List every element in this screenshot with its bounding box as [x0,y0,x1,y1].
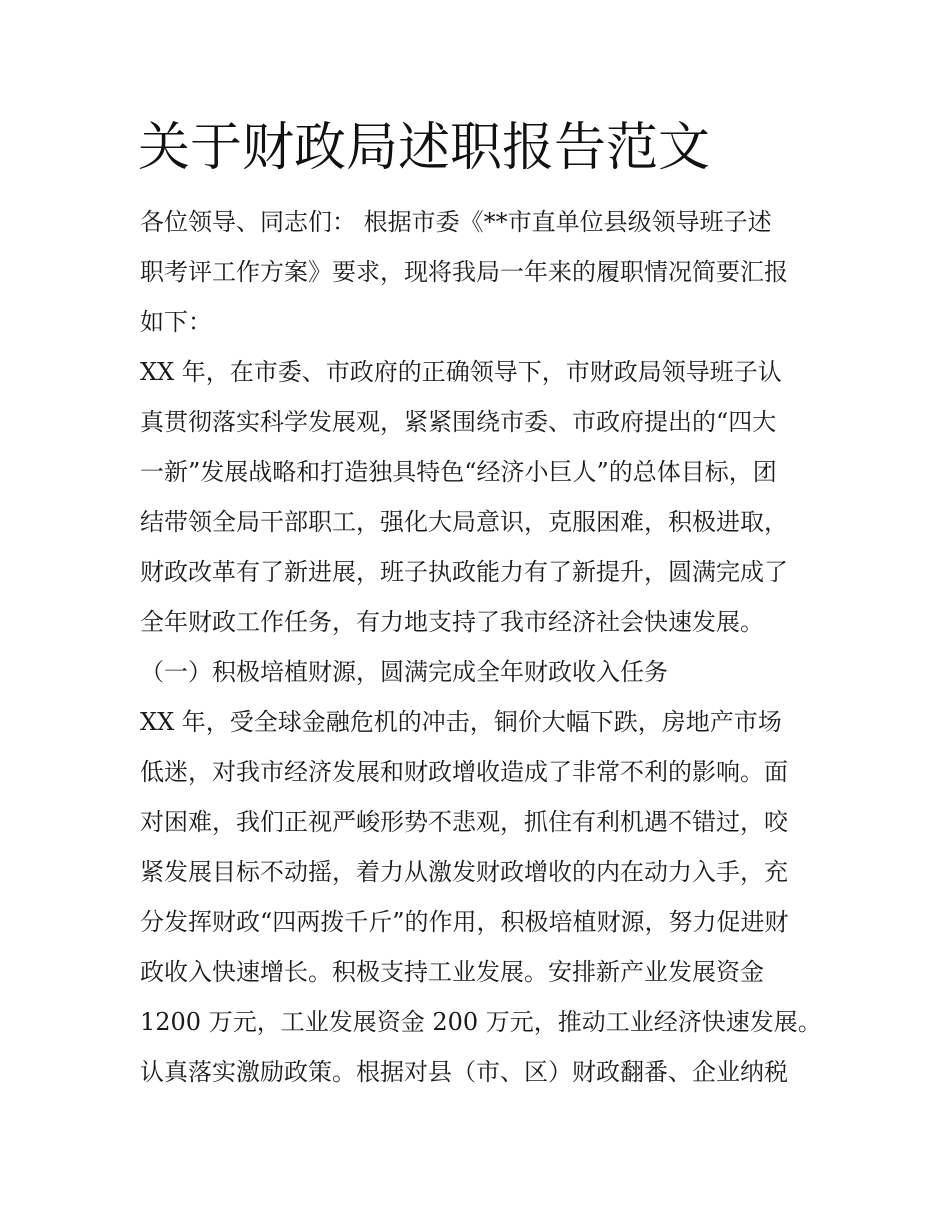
paragraph-line-17: 1200 万元，工业发展资金 200 万元，推动工业经济快速发展。 [140,1008,822,1036]
paragraph-line-3: 如下： [140,308,212,336]
paragraph-line-8: 财政改革有了新进展，班子执政能力有了新提升，圆满完成了 [140,558,788,586]
paragraph-line-7: 结带领全局干部职工，强化大局意识，克服困难，积极进取， [140,508,788,536]
paragraph-line-18: 认真落实激励政策。根据对县（市、区）财政翻番、企业纳税 [140,1058,788,1086]
section-heading: （一）积极培植财源，圆满完成全年财政收入任务 [140,658,668,686]
paragraph-line-2: 职考评工作方案》要求，现将我局一年来的履职情况简要汇报 [140,258,788,286]
paragraph-line-4: XX 年，在市委、市政府的正确领导下，市财政局领导班子认 [140,358,782,386]
paragraph-line-11: XX 年，受全球金融危机的冲击，铜价大幅下跌，房地产市场 [140,708,782,736]
paragraph-line-6: 一新”发展战略和打造独具特色“经济小巨人”的总体目标，团 [140,458,777,486]
paragraph-line-12: 低迷，对我市经济发展和财政增收造成了非常不利的影响。面 [140,758,788,786]
paragraph-line-13: 对困难，我们正视严峻形势不悲观，抓住有利机遇不错过，咬 [140,808,788,836]
paragraph-line-15: 分发挥财政“四两拨千斤”的作用，积极培植财源，努力促进财 [140,908,789,936]
paragraph-line-14: 紧发展目标不动摇，着力从激发财政增收的内在动力入手，充 [140,858,788,886]
paragraph-line-5: 真贯彻落实科学发展观，紧紧围绕市委、市政府提出的“四大 [140,408,777,436]
document-title: 关于财政局述职报告范文 [138,118,711,178]
paragraph-line-9: 全年财政工作任务，有力地支持了我市经济社会快速发展。 [140,608,764,636]
paragraph-line-16: 政收入快速增长。积极支持工业发展。安排新产业发展资金 [140,958,764,986]
paragraph-line-1: 各位领导、同志们： 根据市委《**市直单位县级领导班子述 [140,208,772,236]
